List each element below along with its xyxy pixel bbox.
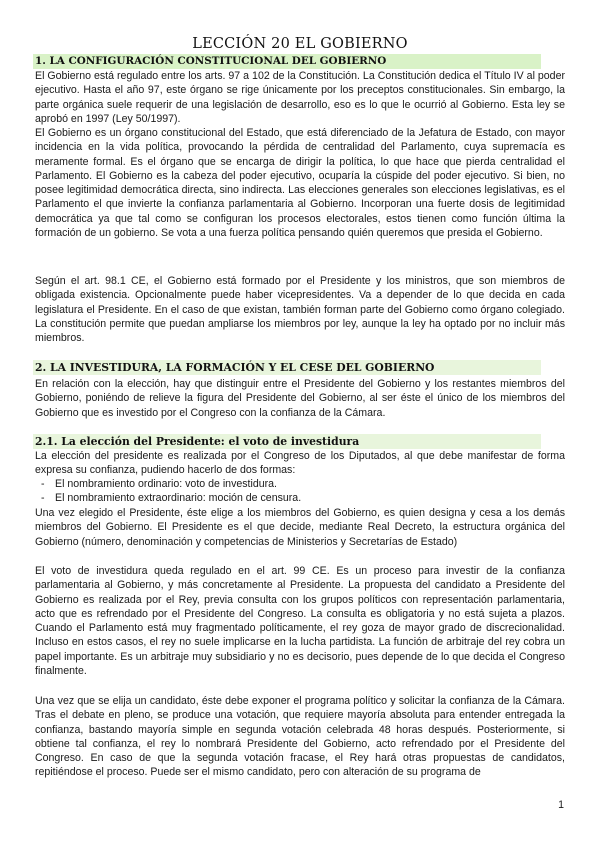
- document-title: LECCIÓN 20 EL GOBIERNO: [192, 36, 408, 52]
- section-2-paragraph-1: En relación con la elección, hay que distinguir entre el Presidente del Gobierno y los restantes miembros del Gobierno, poniéndo de relieve la figura del Presidente del Gobierno, al ser éste el único de los miembros del Gobierno que es investido por el Congreso con la confianza de la Cámara.: [35, 378, 565, 419]
- investiture-list: [35, 477, 565, 506]
- section-1-paragraph-2: El Gobierno es un órgano constitucional del Estado, que está diferenciado de la Jefatura de Estado, con mayor incidencia en la vida política, provocando la pérdida de centralidad del Parlamento, cuya supremacía es meramente formal. Es el órgano que se encarga de dirigir la política, lo que hace que pierda centralidad el Parlamento. El Gobierno es la cabeza del poder ejecutivo, ocuparía la cúspide del poder ejecutivo. Si bien, no posee legitimidad democrática directa, sino indirecta. Las elecciones generales son elecciones legislativas, es el Parlamento el que invierte la confianza parlamentaria al Gobierno. Incorporan una fuerte dosis de legitimidad democrática ya que tal como se configuran los procesos electorales, estos tienen como función última la formación de un gobierno. Se vota a una fuerza política pensando quién queremos que presida el Gobierno.: [35, 127, 565, 240]
- list-item: - El nombramiento extraordinario: moción de censura.: [35, 491, 565, 505]
- section-1-paragraph-1: El Gobierno está regulado entre los arts. 97 a 102 de la Constitución. La Constitución dedica el Título IV al poder ejecutivo. Hasta el año 97, este órgano se rige únicamente por los preceptos constitucionales. Sin embargo, la parte orgánica suele requerir de una legislación de desarrollo, eso es lo que le ocurrió al Gobierno. Esta ley se aprobó en 1997 (Ley 50/1997).: [35, 70, 565, 125]
- section-2-heading: 2. LA INVESTIDURA, LA FORMACIÓN Y EL CESE DEL GOBIERNO: [33, 360, 541, 375]
- section-1-paragraph-3: Según el art. 98.1 CE, el Gobierno está formado por el Presidente y los ministros, que son miembros de obligada existencia. Opcionalmente puede haber vicepresidentes. Va a depender de lo que decida en cada legislatura el Presidente. En el caso de que existan, también forman parte del Gobierno como órgano colegiado. La constitución permite que puedan ampliarse los miembros por ley, aunque la ley ha optado por no incluir más miembros.: [35, 275, 565, 345]
- page-number: 1: [558, 799, 564, 811]
- section-2-1-paragraph-3: El voto de investidura queda regulado en el art. 99 CE. Es un proceso para investir de la confianza parlamentaria al Gobierno, y más concretamente al Presidente. La propuesta del candidato a Presidente del Gobierno es realizada por el Rey, previa consulta con los grupos políticos con representación parlamentaria, acto que es refrendado por el Presidente del Congreso. La consulta es obligatoria y no está sujeta a plazos. Cuando el Parlamento está muy fragmentado políticamente, el rey goza de mayor grado de discrecionalidad. Incluso en estos casos, el rey no suele implicarse en la lucha partidista. La función de arbitraje del rey cobra un papel importante. Es un arbitraje muy subsidiario y no es decisorio, pues depende de lo que decida el Congreso finalmente.: [35, 565, 565, 678]
- section-1-heading: 1. LA CONFIGURACIÓN CONSTITUCIONAL DEL GOBIERNO: [33, 54, 541, 69]
- section-2-1-paragraph-4: Una vez que se elija un candidato, éste debe exponer el programa político y solicitar la confianza de la Cámara. Tras el debate en pleno, se produce una votación, que requiere mayoría absoluta para entender entregada la confianza, bastando mayoría simple en segunda votación celebrada 48 horas después. Posteriormente, si obtiene tal confianza, el rey lo nombrará Presidente del Gobierno, acto refrendado por el Presidente del Congreso. En caso de que la segunda votación fracase, el Rey hará otras propuestas de candidatos, repitiéndose el proceso. Puede ser el mismo candidato, pero con alteración de su programa de: [35, 695, 565, 779]
- list-item: - El nombramiento ordinario: voto de investidura.: [35, 477, 565, 491]
- section-2-1-paragraph-2: Una vez elegido el Presidente, éste elige a los miembros del Gobierno, es quien designa y cesa a los demás miembros del Gobierno. El Presidente es el que decide, mediante Real Decreto, la estructura orgánica del Gobierno (número, denominación y competencias de Ministerios y Secretarías de Estado): [35, 507, 565, 548]
- section-2-1-paragraph-1: La elección del presidente es realizada por el Congreso de los Diputados, al que debe manifestar de forma expresa su confianza, pudiendo hacerlo de dos formas:: [35, 450, 565, 477]
- section-2-1-heading: 2.1. La elección del Presidente: el voto de investidura: [33, 434, 541, 449]
